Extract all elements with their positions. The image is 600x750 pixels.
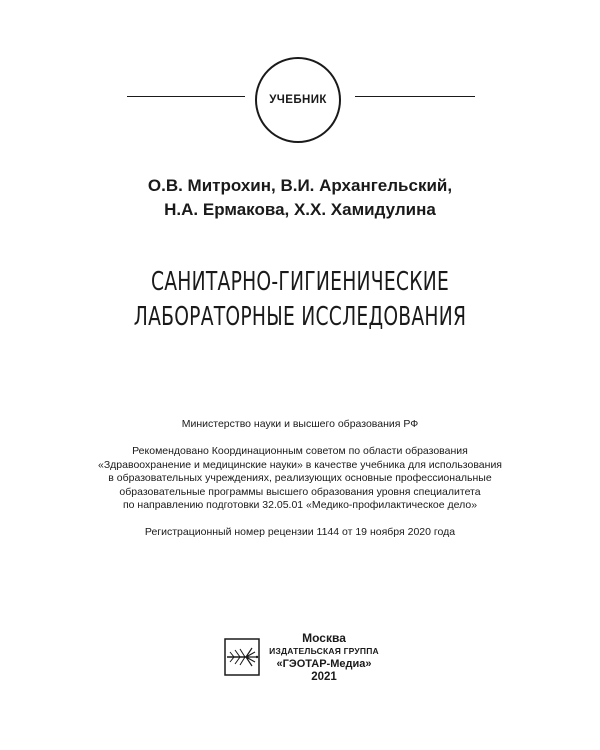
title-line: ЛАБОРАТОРНЫЕ ИССЛЕДОВАНИЯ xyxy=(133,302,467,332)
recommendation-line: в образовательных учреждениях, реализующих основные профессиональные xyxy=(108,472,492,484)
badge-label: УЧЕБНИК xyxy=(269,94,327,106)
title-line: САНИТАРНО-ГИГИЕНИЧЕСКИЕ xyxy=(150,267,450,297)
recommendation-block xyxy=(0,445,600,513)
authors-line: О.В. Митрохин, В.И. Архангельский, xyxy=(147,176,453,195)
recommendation-line: «Здравоохранение и медицинские науки» в качестве учебника для использования xyxy=(98,458,502,471)
authors xyxy=(0,174,600,222)
textbook-badge xyxy=(255,57,341,143)
decorative-line-right xyxy=(355,96,475,97)
publisher-block xyxy=(224,632,384,684)
publisher-city: Москва xyxy=(302,631,346,645)
registration-line: Регистрационный номер рецензии 1144 от 19 ноября 2020 года xyxy=(144,526,456,538)
book-title xyxy=(60,265,540,335)
publisher-text xyxy=(264,632,384,684)
publisher-group: ИЗДАТЕЛЬСКАЯ ГРУППА xyxy=(269,646,379,656)
recommendation-line: Рекомендовано Координационным советом по области образования xyxy=(132,445,468,457)
recommendation-line: по направлению подготовки 32.05.01 «Медико-профилактическое дело» xyxy=(122,499,478,511)
decorative-line-left xyxy=(127,96,245,97)
publisher-logo-icon xyxy=(224,638,260,676)
recommendation-line: образовательные программы высшего образования уровня специалитета xyxy=(119,485,481,498)
publication-year: 2021 xyxy=(311,671,337,683)
ministry-line: Министерство науки и высшего образования РФ xyxy=(181,418,419,430)
publisher-name: «ГЭОТАР-Медиа» xyxy=(276,658,372,670)
authors-line: Н.А. Ермакова, Х.Х. Хамидулина xyxy=(164,200,436,219)
